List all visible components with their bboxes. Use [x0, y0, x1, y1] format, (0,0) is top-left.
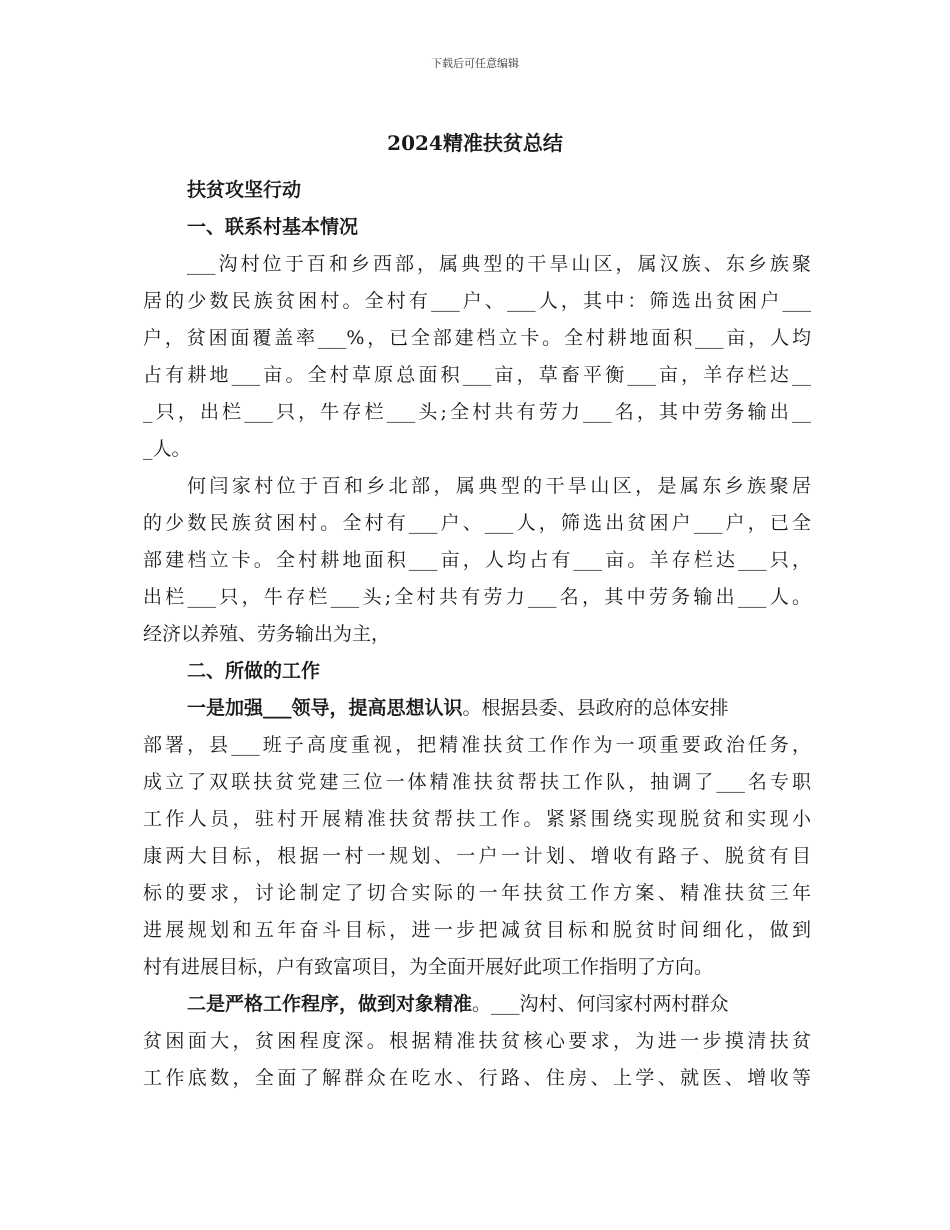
paragraph-line: 康两大目标，根据一村一规划、一户一计划、增收有路子、脱贫有目 — [143, 845, 811, 867]
paragraph-line: 成立了双联扶贫党建三位一体精准扶贫帮扶工作队，抽调了___名专职 — [143, 771, 811, 793]
paragraph-line: 贫困面大，贫困程度深。根据精准扶贫核心要求，为进一步摸清扶贫 — [143, 1030, 811, 1052]
paragraph-line: 占有耕地___亩。全村草原总面积___亩，草畜平衡___亩，羊存栏达__ — [143, 364, 811, 386]
paragraph-line: 工作底数，全面了解群众在吃水、行路、住房、上学、就医、增收等 — [143, 1067, 811, 1089]
header-note: 下载后可任意编辑 — [431, 57, 519, 70]
paragraph-line: 标的要求，讨论制定了切合实际的一年扶贫工作方案、精准扶贫三年 — [143, 882, 811, 904]
paragraph-text: 。___沟村、何闫家村两村群众 — [472, 993, 729, 1015]
paragraph-line: 何闫家村位于百和乡北部，属典型的干旱山区，是属东乡族聚居 — [187, 475, 811, 497]
document-body — [143, 172, 811, 1097]
paragraph-line: _只，出栏___只，牛存栏___头;全村共有劳力___名，其中劳务输出__ — [143, 401, 811, 423]
heading-work-done: 二、所做的工作 — [187, 660, 321, 682]
paragraph-line — [143, 986, 811, 1023]
paragraph-line: 工作人员，驻村开展精准扶贫帮扶工作。紧紧围绕实现脱贫和实现小 — [143, 808, 811, 830]
bold-lead: 二是严格工作程序，做到对象精准 — [187, 993, 473, 1015]
heading-basic-info: 一、联系村基本情况 — [187, 216, 359, 238]
paragraph-line: 村有进展目标，户有致富项目，为全面开展好此项工作指明了方向。 — [143, 956, 714, 978]
paragraph-text: 。根据县委、县政府的总体安排 — [462, 697, 729, 719]
paragraph-line — [143, 690, 811, 727]
paragraph-line: ___沟村位于百和乡西部，属典型的干旱山区，属汉族、东乡族聚 — [187, 253, 811, 275]
paragraph-line: 进展规划和五年奋斗目标，进一步把减贫目标和脱贫时间细化，做到 — [143, 919, 811, 941]
paragraph-line: 部署，县___班子高度重视，把精准扶贫工作作为一项重要政治任务， — [143, 734, 811, 756]
document-title: 2024精准扶贫总结 — [387, 131, 563, 155]
paragraph-line: 的少数民族贫困村。全村有___户、___人，筛选出贫困户___户，已全 — [143, 512, 811, 534]
paragraph-line: 出栏___只，牛存栏___头;全村共有劳力___名，其中劳务输出___人。 — [143, 586, 811, 608]
bold-lead: 一是加强___领导，提高思想认识 — [187, 697, 463, 719]
paragraph-line: 户，贫困面覆盖率___%，已全部建档立卡。全村耕地面积___亩，人均 — [143, 327, 811, 349]
paragraph-line: 经济以养殖、劳务输出为主， — [143, 623, 391, 645]
paragraph-line: 部建档立卡。全村耕地面积___亩，人均占有___亩。羊存栏达___只， — [143, 549, 811, 571]
section-heading: 扶贫攻坚行动 — [187, 179, 302, 201]
paragraph-line: _人。 — [143, 438, 191, 460]
paragraph-line: 居的少数民族贫困村。全村有___户、___人，其中：筛选出贫困户___ — [143, 290, 811, 312]
